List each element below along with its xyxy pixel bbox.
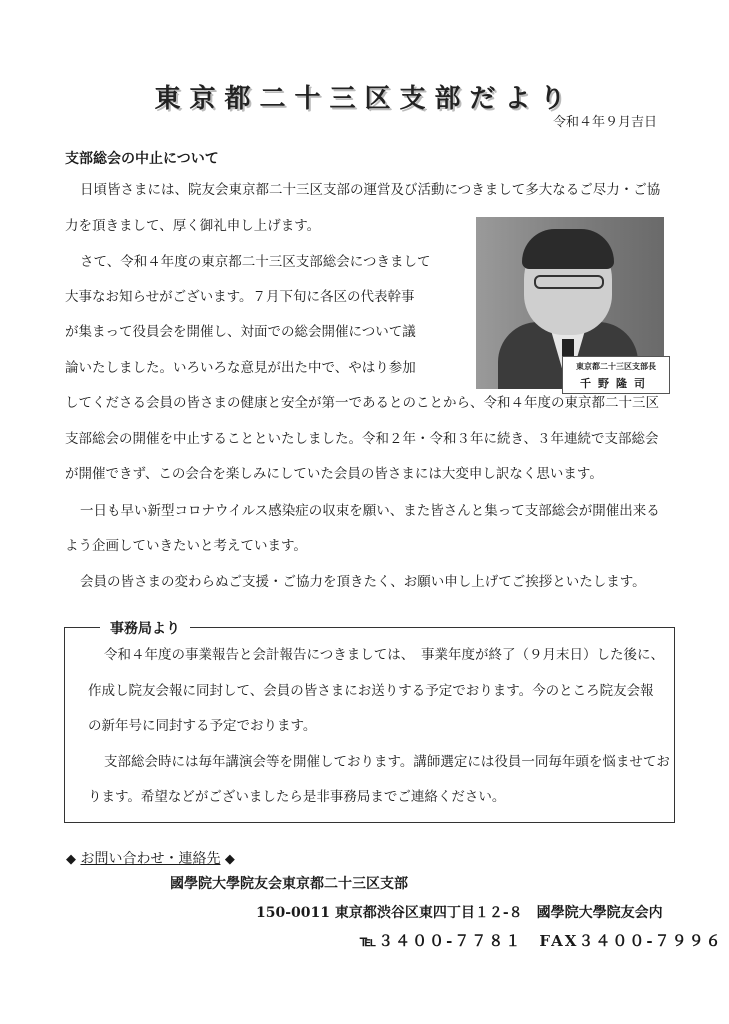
contact-heading bbox=[66, 848, 235, 868]
contact-title: お問い合わせ・連絡先 bbox=[80, 851, 221, 867]
office-line: 作成し院友会報に同封して、会員の皆さまにお送りする予定でおります。今のところ院友会報 bbox=[88, 683, 654, 699]
contact-org: 國學院大學院友会東京都二十三区支部 bbox=[170, 876, 408, 892]
paragraph-line: 会員の皆さまの変わらぬご支援・ご協力を頂きたく、お願い申し上げてご挨拶といたします。 bbox=[80, 574, 646, 590]
contact-tel: ℡３４００-７７８１ FAX３４００-７９９６ bbox=[360, 932, 723, 950]
caption-role: 東京都二十三区支部長 bbox=[576, 362, 656, 371]
office-line: 令和４年度の事業報告と会計報告につきましては、 事業年度が終了（９月末日）した後に、 bbox=[104, 647, 664, 663]
office-line: ります。希望などがございましたら是非事務局までご連絡ください。 bbox=[88, 789, 506, 805]
paragraph-line: してくださる会員の皆さまの健康と安全が第一であるとのことから、令和４年度の東京都二十三区 bbox=[65, 395, 659, 411]
diamond-icon: ◆ bbox=[224, 852, 235, 867]
office-notice-label: 事務局より bbox=[100, 618, 190, 638]
paragraph-line: 論いたしました。いろいろな意見が出た中で、やはり参加 bbox=[65, 360, 416, 376]
photo-caption bbox=[562, 356, 670, 394]
contact-address: 150-0011 東京都渋谷区東四丁目１２-８ 國學院大學院友会内 bbox=[256, 905, 663, 921]
diamond-icon: ◆ bbox=[66, 852, 76, 867]
paragraph-line: 一日も早い新型コロナウイルス感染症の収束を願い、また皆さんと集って支部総会が開催出来る bbox=[80, 503, 660, 519]
paragraph-line: 大事なお知らせがございます。７月下旬に各区の代表幹事 bbox=[65, 289, 415, 305]
paragraph-line: さて、令和４年度の東京都二十三区支部総会につきまして bbox=[80, 254, 431, 270]
page-title: 東京都二十三区支部だより bbox=[154, 84, 575, 114]
paragraph-line: 支部総会の開催を中止することといたしました。令和２年・令和３年に続き、３年連続で支部総会 bbox=[65, 431, 659, 447]
paragraph-line: よう企画していきたいと考えています。 bbox=[65, 538, 307, 554]
issue-date: 令和４年９月吉日 bbox=[552, 115, 657, 130]
office-line: の新年号に同封する予定でおります。 bbox=[88, 718, 317, 734]
paragraph-line: 力を頂きまして、厚く御礼申し上げます。 bbox=[65, 218, 321, 234]
paragraph-line: 日頃皆さまには、院友会東京都二十三区支部の運営及び活動につきまして多大なるご尽力・ご協 bbox=[80, 182, 661, 198]
paragraph-line: が集まって役員会を開催し、対面での総会開催について議 bbox=[65, 324, 416, 340]
office-line: 支部総会時には毎年講演会等を開催しております。講師選定には役員一同毎年頭を悩ませてお bbox=[104, 754, 670, 770]
section-heading: 支部総会の中止について bbox=[65, 151, 219, 167]
caption-name: 千野隆司 bbox=[580, 377, 652, 390]
paragraph-line: が開催できず、この会合を楽しみにしていた会員の皆さまには大変申し訳なく思います。 bbox=[65, 466, 603, 482]
